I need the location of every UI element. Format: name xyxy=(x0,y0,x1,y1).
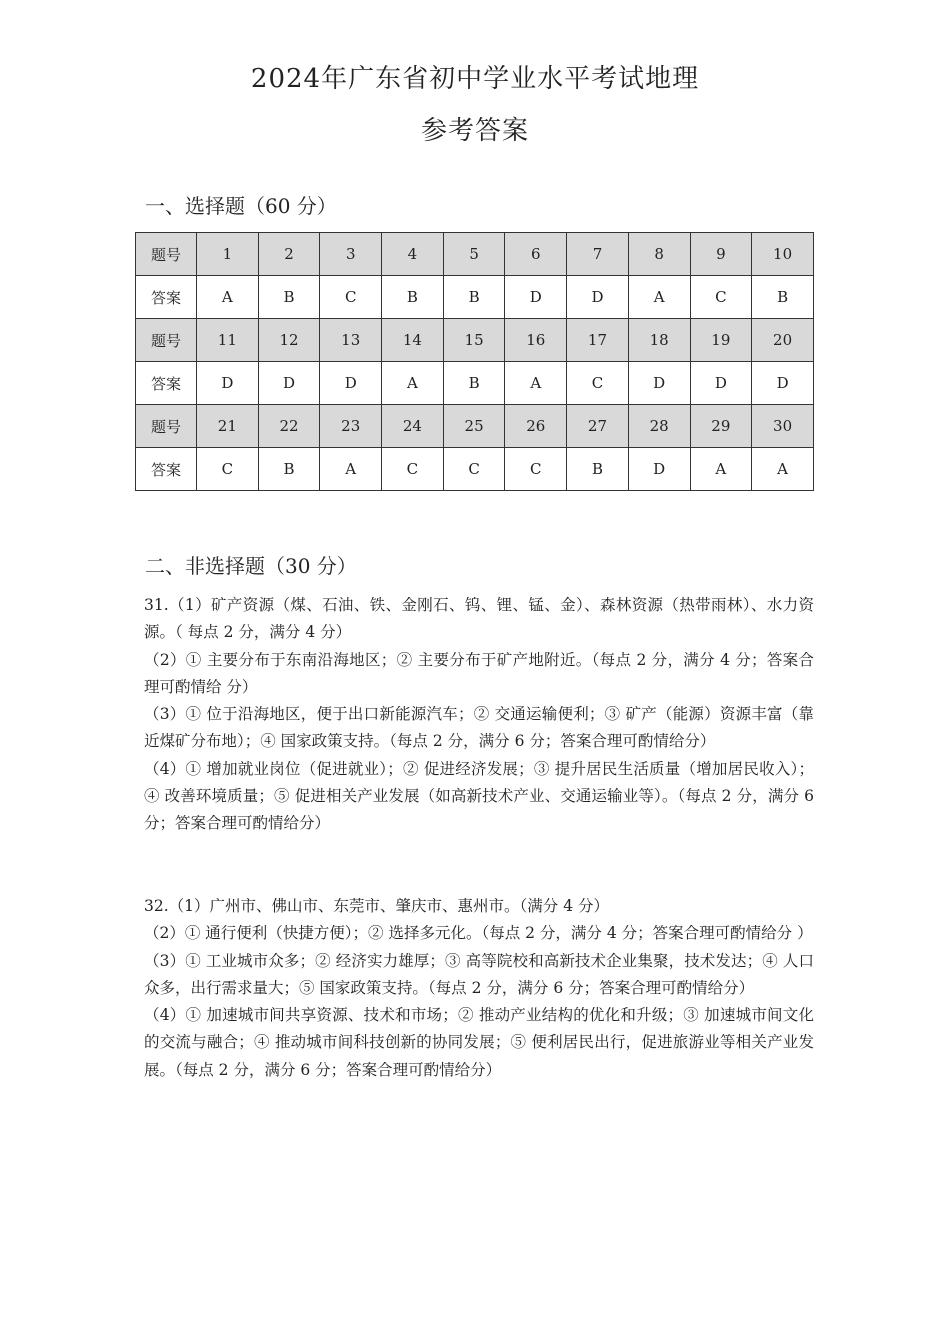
question-number-cell: 7 xyxy=(567,233,629,276)
row-label: 题号 xyxy=(136,233,197,276)
row-label: 答案 xyxy=(136,362,197,405)
section-heading-non-multiple-choice: 二、非选择题（30 分） xyxy=(145,554,357,578)
question-number-cell: 2 xyxy=(258,233,320,276)
question-number-cell: 5 xyxy=(443,233,505,276)
table-row xyxy=(136,319,814,362)
q32-part-1: 32.（1）广州市、佛山市、东莞市、肇庆市、惠州市。（满分 4 分） xyxy=(144,897,609,915)
section-heading-multiple-choice: 一、选择题（60 分） xyxy=(145,194,337,218)
answer-cell: B xyxy=(752,276,814,319)
question-number-cell: 14 xyxy=(382,319,444,362)
answer-cell: B xyxy=(382,276,444,319)
question-number-cell: 8 xyxy=(628,233,690,276)
answer-cell: B xyxy=(443,362,505,405)
question-number-cell: 16 xyxy=(505,319,567,362)
q31-part-1: 31.（1）矿产资源（煤、石油、铁、金刚石、钨、锂、锰、金）、森林资源（热带雨林）、水力资源。（ 每点 2 分，满分 4 分） xyxy=(144,596,814,642)
answer-cell: D xyxy=(197,362,259,405)
q32-part-2: （2）① 通行便利（快捷方便）；② 选择多元化。（每点 2 分，满分 4 分；答案合理可酌情给分 ） xyxy=(144,924,813,943)
q31-part-2: （2）① 主要分布于东南沿海地区；② 主要分布于矿产地附近。（每点 2 分，满分 4 分；答案合理可酌情给 分） xyxy=(144,650,814,696)
question-number-cell: 1 xyxy=(197,233,259,276)
question-number-cell: 19 xyxy=(690,319,752,362)
question-number-cell: 30 xyxy=(752,405,814,448)
question-number-cell: 28 xyxy=(628,405,690,448)
table-row xyxy=(136,276,814,319)
answer-cell: A xyxy=(505,362,567,405)
answer-cell: D xyxy=(690,362,752,405)
question-number-cell: 17 xyxy=(567,319,629,362)
answer-cell: A xyxy=(382,362,444,405)
answer-cell: A xyxy=(197,276,259,319)
answer-cell: B xyxy=(443,276,505,319)
document-title: 2024年广东省初中学业水平考试地理 xyxy=(250,64,700,94)
question-number-cell: 25 xyxy=(443,405,505,448)
q31-part-4: （4）① 增加就业岗位（促进就业）；② 促进经济发展；③ 提升居民生活质量（增加居民收入）；④ 改善环境质量；⑤ 促进相关产业发展（如高新技术产业、交通运输业等）。（每点 2 分，满分 6 分；答案合理可酌情给分） xyxy=(144,759,814,833)
q32-part-3: （3）① 工业城市众多；② 经济实力雄厚；③ 高等院校和高新技术企业集聚，技术发达；④ 人口众多，出行需求量大；⑤ 国家政策支持。（每点 2 分，满分 6 分；答案合理可酌情给分） xyxy=(144,951,814,997)
answer-cell: B xyxy=(258,448,320,491)
answer-cell: A xyxy=(320,448,382,491)
answer-cell: C xyxy=(567,362,629,405)
question-number-cell: 3 xyxy=(320,233,382,276)
answer-cell: B xyxy=(567,448,629,491)
q32-part-4: （4）① 加速城市间共享资源、技术和市场；② 推动产业结构的优化和升级；③ 加速城市间文化的交流与融合；④ 推动城市间科技创新的协同发展；⑤ 便利居民出行，促进旅游业等相关产业发展。（每点 2 分，满分 6 分；答案合理可酌情给分） xyxy=(144,1006,814,1079)
table-row xyxy=(136,448,814,491)
answer-cell: C xyxy=(443,448,505,491)
answer-cell: C xyxy=(690,276,752,319)
question-number-cell: 20 xyxy=(752,319,814,362)
question-number-cell: 9 xyxy=(690,233,752,276)
question-31-answers xyxy=(144,592,814,838)
question-number-cell: 22 xyxy=(258,405,320,448)
answer-cell: C xyxy=(382,448,444,491)
question-number-cell: 13 xyxy=(320,319,382,362)
question-32-answers xyxy=(144,893,814,1084)
question-number-cell: 11 xyxy=(197,319,259,362)
answer-table xyxy=(135,232,814,491)
question-number-cell: 29 xyxy=(690,405,752,448)
question-number-cell: 12 xyxy=(258,319,320,362)
answer-cell: C xyxy=(505,448,567,491)
question-number-cell: 6 xyxy=(505,233,567,276)
answer-cell: D xyxy=(628,448,690,491)
answer-cell: D xyxy=(258,362,320,405)
answer-cell: D xyxy=(628,362,690,405)
question-number-cell: 10 xyxy=(752,233,814,276)
answer-cell: C xyxy=(197,448,259,491)
answer-cell: D xyxy=(320,362,382,405)
table-row xyxy=(136,362,814,405)
question-number-cell: 24 xyxy=(382,405,444,448)
answer-cell: D xyxy=(505,276,567,319)
row-label: 题号 xyxy=(136,405,197,448)
question-number-cell: 18 xyxy=(628,319,690,362)
question-number-cell: 21 xyxy=(197,405,259,448)
question-number-cell: 15 xyxy=(443,319,505,362)
row-label: 题号 xyxy=(136,319,197,362)
table-row xyxy=(136,405,814,448)
answer-cell: D xyxy=(567,276,629,319)
answer-cell: B xyxy=(258,276,320,319)
row-label: 答案 xyxy=(136,276,197,319)
question-number-cell: 23 xyxy=(320,405,382,448)
question-number-cell: 4 xyxy=(382,233,444,276)
question-number-cell: 26 xyxy=(505,405,567,448)
row-label: 答案 xyxy=(136,448,197,491)
table-row xyxy=(136,233,814,276)
answer-cell: D xyxy=(752,362,814,405)
answer-cell: C xyxy=(320,276,382,319)
answer-cell: A xyxy=(628,276,690,319)
document-subtitle: 参考答案 xyxy=(420,116,529,146)
question-number-cell: 27 xyxy=(567,405,629,448)
q31-part-3: （3）① 位于沿海地区，便于出口新能源汽车；② 交通运输便利；③ 矿产（能源）资源丰富（靠近煤矿分布地）；④ 国家政策支持。（每点 2 分，满分 6 分；答案合理可酌情给分） xyxy=(144,705,814,751)
answer-cell: A xyxy=(752,448,814,491)
answer-cell: A xyxy=(690,448,752,491)
